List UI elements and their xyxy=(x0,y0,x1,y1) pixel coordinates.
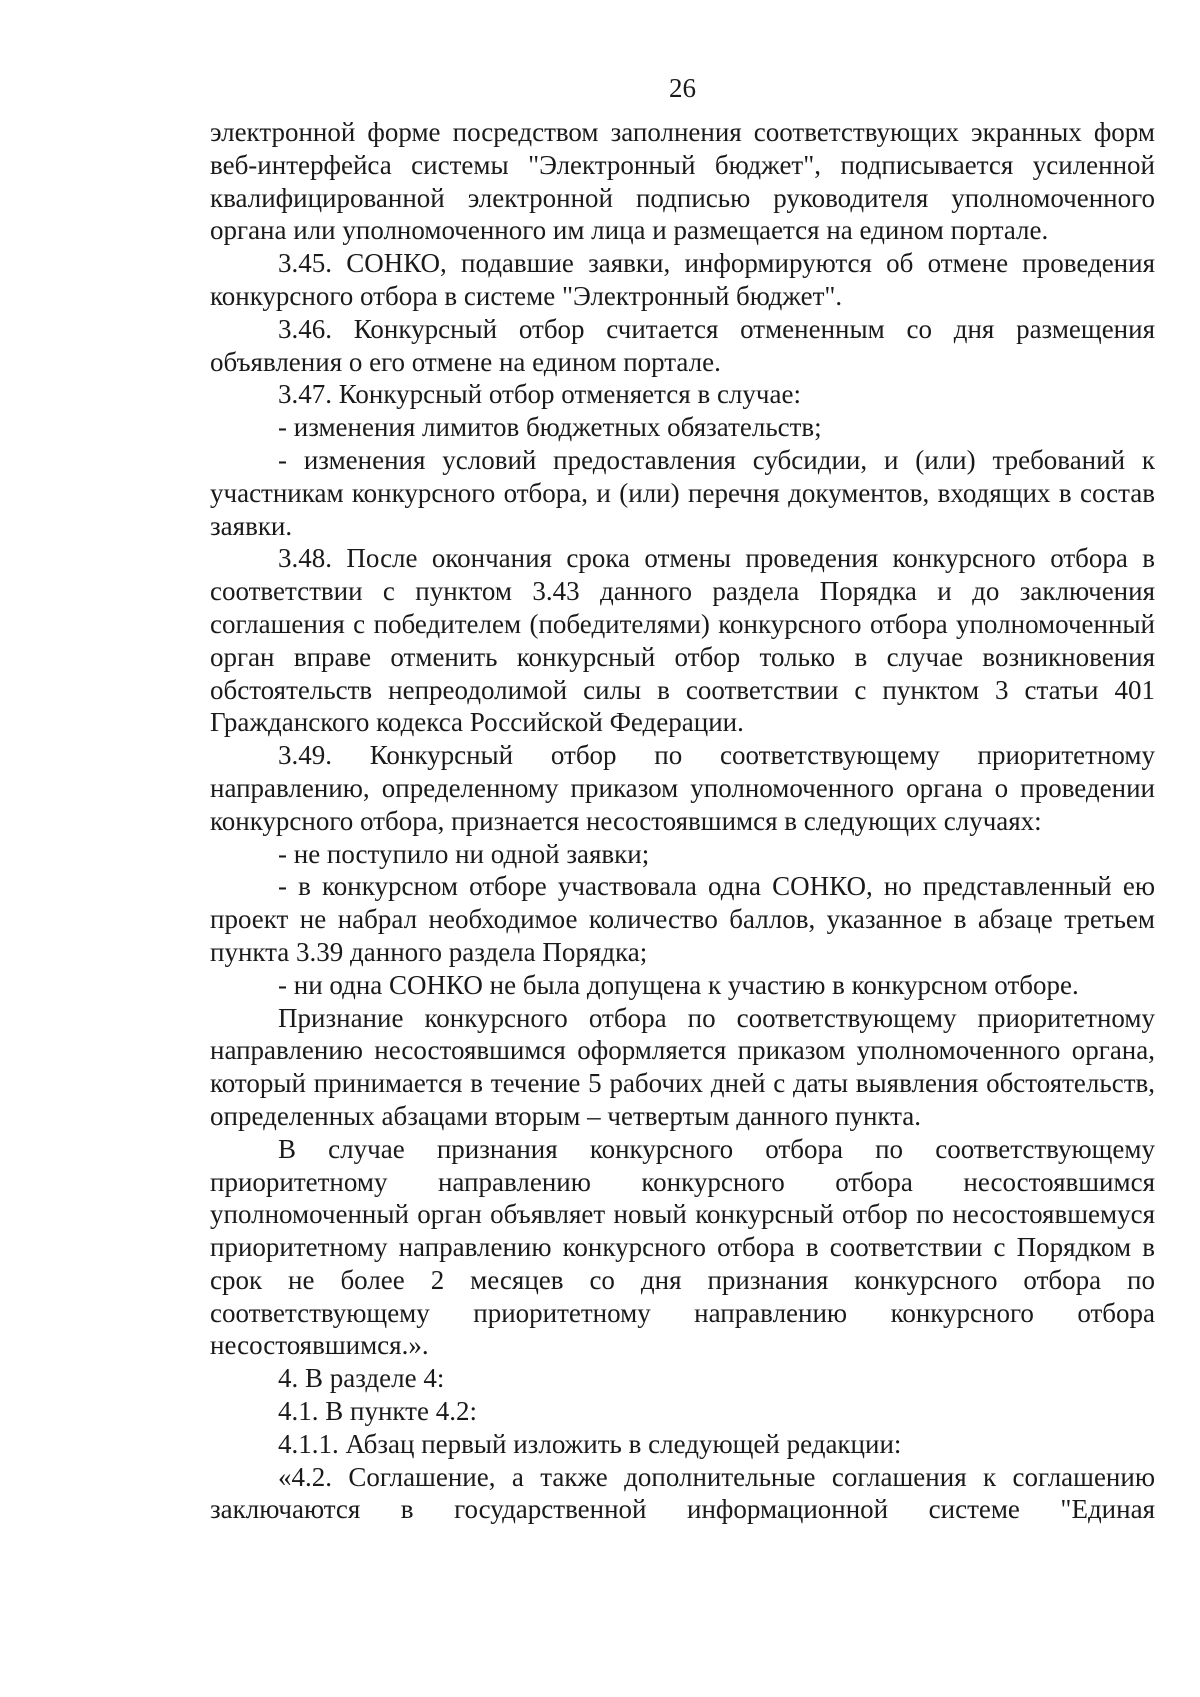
paragraph-3-46: 3.46. Конкурсный отбор считается отмененным со дня размещения объявления о его отмене на едином портале. xyxy=(210,313,1155,377)
paragraph-4-1: 4.1. В пункте 4.2: xyxy=(278,1396,477,1427)
list-item-no-applications: - не поступило ни одной заявки; xyxy=(278,838,650,869)
list-item-none-admitted: - ни одна СОНКО не была допущена к участию в конкурсном отборе. xyxy=(278,969,1079,1000)
paragraph-3-47: 3.47. Конкурсный отбор отменяется в случае: xyxy=(278,379,801,410)
paragraph-3-45: 3.45. СОНКО, подавшие заявки, информируются об отмене проведения конкурсного отбора в системе "Электронный бюджет". xyxy=(210,248,1155,311)
paragraph-4-2: «4.2. Соглашение, а также дополнительные соглашения к соглашению заключаются в государственной информационной системе "Единая xyxy=(210,1461,1155,1525)
list-item-conditions: - изменения условий предоставления субсидии, и (или) требований к участникам конкурсного отбора, и (или) перечня документов, входящих в состав заявки. xyxy=(210,444,1155,541)
paragraph-3-48: 3.48. После окончания срока отмены проведения конкурсного отбора в соответствии с пунктом 3.43 данного раздела Порядка и до заключения соглашения с победителем (победителями) конкурсного отбора уполномоченный орган вправе отменить конкурсный отбор только в случае возникновения обстоятельств непреодолимой силы в соответствии с пунктом 3 статьи 401 Гражданского кодекса Российской Федерации. xyxy=(210,543,1155,738)
list-item-one-participant: - в конкурсном отборе участвовала одна СОНКО, но представленный ею проект не набрал необходимое количество баллов, указанное в абзаце третьем пункта 3.39 данного раздела Порядка; xyxy=(210,871,1155,967)
paragraph-section-4: 4. В разделе 4: xyxy=(278,1363,445,1394)
document-page xyxy=(210,70,1155,1526)
list-item-limits: - изменения лимитов бюджетных обязательств; xyxy=(278,412,822,443)
paragraph-continuation: электронной форме посредством заполнения соответствующих экранных форм веб-интерфейса системы "Электронный бюджет", подписывается усиленной квалифицированной электронной подписью руководителя уполномоченного органа или уполномоченного им лица и размещается на едином портале. xyxy=(210,117,1155,246)
page-number: 26 xyxy=(669,73,696,103)
paragraph-recognition: Признание конкурсного отбора по соответствующему приоритетному направлению несостоявшимся оформляется приказом уполномоченного органа, который принимается в течение 5 рабочих дней с даты выявления обстоятельств, определенных абзацами вторым – четвертым данного пункта. xyxy=(210,1002,1155,1131)
paragraph-4-1-1: 4.1.1. Абзац первый изложить в следующей редакции: xyxy=(278,1428,902,1459)
paragraph-3-49: 3.49. Конкурсный отбор по соответствующему приоритетному направлению, определенному приказом уполномоченного органа о проведении конкурсного отбора, признается несостоявшимся в следующих случаях: xyxy=(210,740,1155,836)
paragraph-new-selection: В случае признания конкурсного отбора по соответствующему приоритетному направлению конкурсного отбора несостоявшимся уполномоченный орган объявляет новый конкурсный отбор по несостоявшемуся приоритетному направлению конкурсного отбора в соответствии с Порядком в срок не более 2 месяцев со дня признания конкурсного отбора по соответствующему приоритетному направлению конкурсного отбора несостоявшимся.». xyxy=(210,1133,1155,1361)
